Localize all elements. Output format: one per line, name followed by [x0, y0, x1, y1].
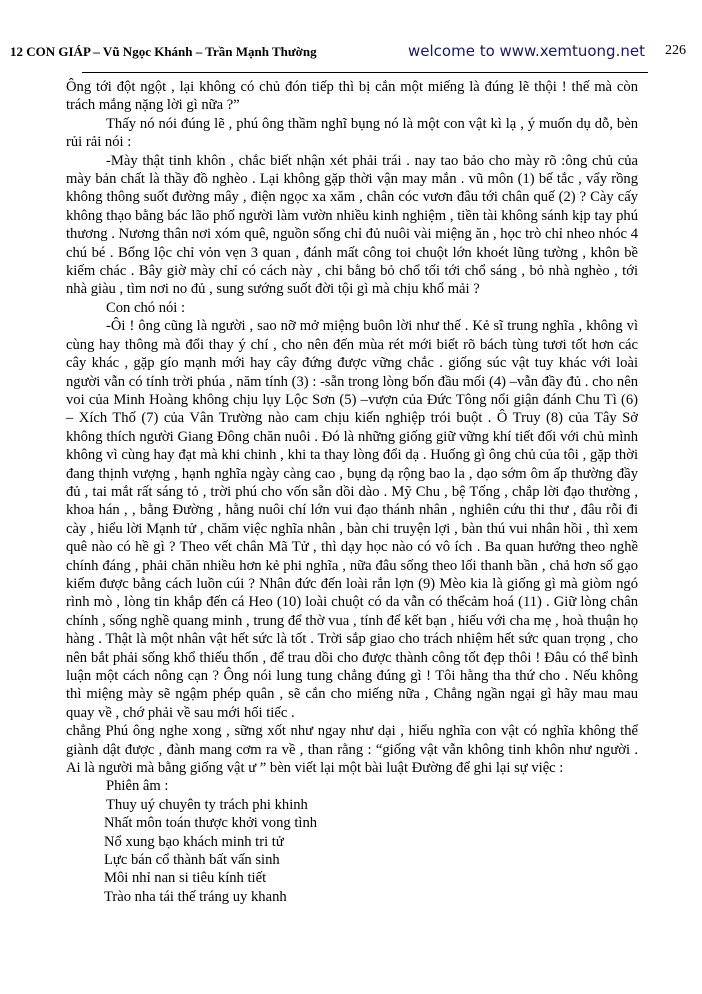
paragraph: Ông tới đột ngột , lại không có chủ đón tiếp thì bị cắn một miếng là đúng lẽ thội ! thế mà còn trách mắng nặng lời gì nữa ?” — [66, 79, 638, 114]
document-body — [66, 78, 638, 906]
poem-line: Môi nhỉ nan si tiêu kính tiết — [104, 870, 267, 887]
book-title: 12 CON GIÁP – Vũ Ngọc Khánh – Trần Mạnh Thường — [10, 44, 317, 59]
page-number: 226 — [665, 43, 686, 58]
poem-line: Trào nha tái thế tráng uy khanh — [104, 888, 287, 905]
paragraph: -Ôi ! ông cũng là người , sao nỡ mở miệng buôn lời như thế . Kẻ sĩ trung nghĩa , không vì cùng hay thông mà đổi thay ý chí , cho nên đến mùa rét mới biết rõ bách tùng tươi tốt hơn các cây khác , gặp gío mạnh mới hay cây đứng được vững chắc . giống súc vật tuy khác với loài người vẫn có tính trời phúa , năm tính (3) : -sẵn trong lòng bốn đầu mối (4) –vẫn đầy đủ . cho nên voi của Minh Hoàng không chịu lụy Lộc Sơn (5) –vượn của Đức Tông nổi giận đánh Chu Tì (6) – Xích Thố (7) của Vân Trường nào cam chịu kiến nghiệp trói buột . Ô Truy (8) của Tây Sở không thích người Giang Đông chăn nuôi . Đó là những giống giữ vững khí tiết đối với chủ mình không vì cùng hay đạt mà khi chinh , khi ta thay lòng đổi dạ . Huống gì ông chủ của tôi , gặp thời đang thịnh vượng , hạnh nghĩa ngày càng cao , bụng dạ rộng bao la , dạo sớm ôm ấp thường đầy đủ , tai mắt rất sáng tỏ , trời phú cho vốn sẵn dồi dào . Mỹ Chu , bệ Tống , chắp lời đạo thường , khoa hán , , bằng Đường , hằng nuôi chí lớn vui đạo thánh nhân , nghiên cứu thi thư , đâu rỗi đi cày , hiểu lời Mạnh tử , chăm việc nghĩa nhân , bàn chi truyện lợi , bàn thú vui nhân hồi , thì xem quê nào có hề gì ? Theo vết chân Mã Tử , thì dạy học nào có vô ích . Ba quan hưởng theo nghề chính đáng , phải chăn nhiều hơn kẻ phi nghĩa , nữa đâu sống theo lối thanh bần , chả hơn số gạo kiếm được bằng cách luồn cúi ? Nhân đức đến loài rắn lợn (9) Mèo kia là giống gì mà giòm ngó rình mò , lòng tin khắp đến cá Heo (10) loài chuột có da vẫn có thểcảm hoá (11) . Giữ lòng chân chính , sống nghề quang minh , trung để thờ vua , tính để kết bạn , hiếu với cha mẹ , hoà thuận họ hàng . Thật là một nhân vật hết sức là tốt . Trời sắp giao cho trách nhiệm hết sức quan trọng , cho nên bắt phải sống khổ thiếu thốn , để trau dồi cho được thành công tốt đẹp thôi ! Đâu có thể bình luận một cách nông cạn ? Ông nói lung tung chẳng đúng gì ! Tôi hằng tha thứ cho . Nếu không thì miệng mày sẽ ngậm phép quân , sẽ cắn cho miếng nữa , Chẳng ngần ngại gì hãy mau mau quay về , chớ phải về sau mới hối tiếc . — [66, 318, 638, 721]
poem-line: Nổ xung bạo khách minh tri tử — [104, 833, 284, 850]
page-header — [10, 40, 694, 64]
poem-line: Nhất môn toán thược khởi vong tình — [104, 815, 318, 832]
poem-line: Thuy uý chuyên ty trách phi khinh — [106, 796, 308, 813]
paragraph: chẳng Phú ông nghe xong , sững xốt như ngay như dại , hiểu nghĩa con vật có nghĩa không thể giành dật được , đành mang cơm ra về , than rằng : “giống vật vẫn không tinh khôn như người . Ai là người mà bằng giống vật ư ” bèn viết lại một bài luật Đường để ghi lại sự việc : — [66, 723, 638, 777]
paragraph: -Mày thật tinh khôn , chắc biết nhận xét phải trái . nay tao bảo cho mày rõ :ông chủ của mày bản chất là thầy đồ nghèo . Lại không gặp thời vận may mắn . vũ môn (1) bế tắc , vẩy rồng không thông suốt đường mây , điện ngọc xa xăm , chân cóc vươn đâu tới chân quế (2) ? Cày cấy không thạo bằng bác lão phố người làm vườn nhiều kinh nghiệm , tiền tài không sánh kịp tay phú thương . Nương thân nơi xóm quê, nguồn sống chỉ đủ nuôi vài miệng ăn , học trò chỉ nheo nhóc 4 chú bé . Bổng lộc chỉ vỏn vẹn 3 quan , đánh mất công toi chuột lớn khoét lũng tường , khôn bề kiếm chác . Bây giờ mày chỉ có cách này , chi bằng bỏ chổ tối tới chổ sáng , bỏ nhà nghèo , tới nhà giàu , tìm nơi no đủ , sung sướng suốt đời tội gì mà chịu khổ mải ? — [66, 152, 638, 298]
poem-line: Lực bán cổ thành bất vấn sinh — [104, 852, 280, 869]
paragraph: Thấy nó nói đúng lẽ , phú ông thầm nghĩ bụng nó là một con vật kì lạ , ý muốn dụ dỗ, bèn rủi rải nói : — [66, 115, 638, 151]
poem-label: Phiên âm : — [106, 778, 169, 795]
website-link[interactable]: welcome to www.xemtuong.net — [408, 42, 645, 60]
poem-block — [104, 777, 638, 906]
header-divider — [82, 72, 648, 73]
paragraph: Con chó nói : — [106, 299, 186, 316]
